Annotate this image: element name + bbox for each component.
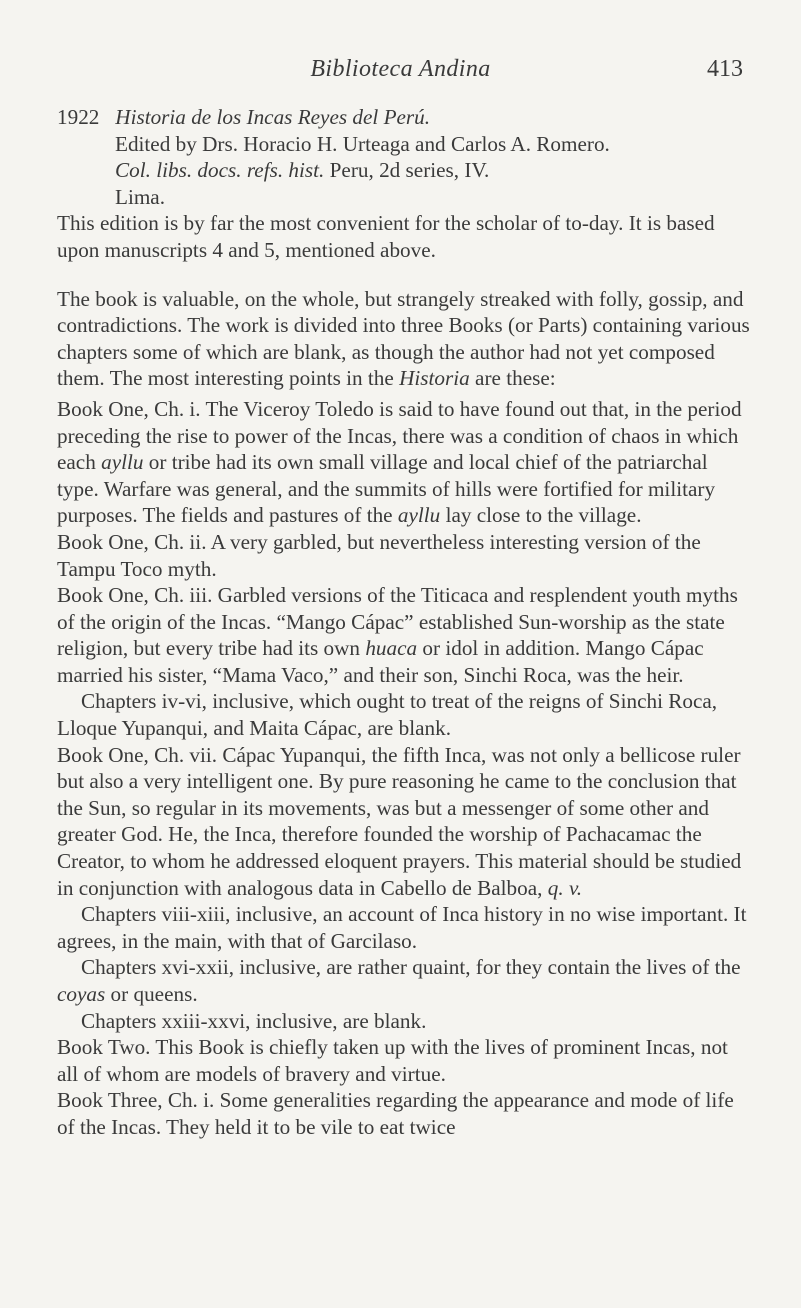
paragraph-book2: Book Two. This Book is chiefly taken up with the lives of prominent Incas, not all of whom are models of bravery and virtue. xyxy=(57,1035,728,1086)
italic-run: huaca xyxy=(365,636,418,661)
italic-run: ayllu xyxy=(101,450,144,475)
text-run: Book One, Ch. vii. Cápac Yupanqui, the fifth Inca, was not only a bellicose ruler but also a very intelligent one. By pure reasoning he came to the conclusion that the Sun, so regular in its movements, was but a messenger of some other and greater God. He, the Inca, therefore founded the worship of Pachacamac the Creator, to whom he addressed eloquent prayers. This material should be studied in conjunction with analogous data in Cabello de Balboa, xyxy=(57,742,742,900)
entry-title: Historia de los Incas Reyes del Perú. xyxy=(115,105,431,129)
text-run: The book is valuable, on the whole, but strangely streaked with folly, gossip, and contradictions. The work is divided into three Books (or Parts) containing various chapters some of which are blank, as though the author had not yet composed them. The most interesting points in the xyxy=(57,286,750,391)
paragraph-book1-ch1 xyxy=(57,396,751,529)
italic-run: q. v. xyxy=(547,875,583,900)
paragraph-chapters-xvi-xxii xyxy=(57,954,751,1007)
paragraph-gap xyxy=(57,264,751,286)
paragraph-chapters-viii-xiii: Chapters viii-xiii, inclusive, an account of Inca history in no wise important. It agrees, in the main, with that of Garcilaso. xyxy=(57,902,747,953)
running-title: Biblioteca Andina xyxy=(310,56,491,82)
text-run: Book One, Ch. i. The Viceroy Toledo is said to have found out that, in the period preceding the rise to power of the Incas, there was a condition of chaos in which each xyxy=(57,396,742,475)
bibliography-entry xyxy=(57,104,751,210)
text-run: or tribe had its own small village and local chief of the patriarchal type. Warfare was general, and the summits of hills were fortified for military purposes. The fields and pastures of the xyxy=(57,450,716,528)
running-header xyxy=(0,56,801,90)
entry-year: 1922 xyxy=(57,105,100,129)
text-run: are these: xyxy=(469,366,556,391)
entry-collection-abbrev: Col. libs. docs. refs. hist. xyxy=(115,158,325,183)
entry-collection xyxy=(57,157,751,184)
entry-title-line xyxy=(57,104,751,131)
text-run: Chapters xvi-xxii, inclusive, are rather quaint, for they contain the lives of the xyxy=(81,955,741,980)
paragraph-chapters-iv-vi: Chapters iv-vi, inclusive, which ought to treat of the reigns of Sinchi Roca, Lloque Yupanqui, and Maita Cápac, are blank. xyxy=(57,689,718,741)
paragraph-summary xyxy=(57,286,751,392)
paragraph-edition-note: This edition is by far the most convenient for the scholar of to-day. It is based upon manuscripts 4 and 5, mentioned above. xyxy=(57,211,715,262)
paragraph-book1-ch2: Book One, Ch. ii. A very garbled, but nevertheless interesting version of the Tampu Toco myth. xyxy=(57,529,701,581)
page-body xyxy=(57,104,751,1141)
text-run: Book One, Ch. iii. Garbled versions of the Titicaca and resplendent youth myths of the origin of the Incas. “Mango Cápac” established Sun-worship as the state religion, but every tribe had its own xyxy=(57,583,738,661)
paragraph-book3-ch1: Book Three, Ch. i. Some generalities regarding the appearance and mode of life of the Incas. They held it to be vile to eat twice xyxy=(57,1088,734,1139)
text-run: or idol in addition. Mango Cápac married his sister, “Mama Vaco,” and their son, Sinchi Roca, was the heir. xyxy=(57,636,704,687)
entry-place: Lima. xyxy=(115,184,166,209)
text-run: or queens. xyxy=(105,982,198,1006)
italic-run: coyas xyxy=(57,982,106,1006)
entry-editors: Edited by Drs. Horacio H. Urteaga and Carlos A. Romero. xyxy=(115,131,610,156)
entry-collection-series: Peru, 2d series, IV. xyxy=(324,158,490,183)
paragraph-chapters-xxiii-xxvi: Chapters xxiii-xxvi, inclusive, are blank. xyxy=(81,1008,427,1033)
paragraph-book1-ch3 xyxy=(57,582,751,688)
page-number: 413 xyxy=(707,56,743,82)
text-run: lay close to the village. xyxy=(440,503,642,528)
italic-run: Historia xyxy=(399,366,470,391)
paragraph-book1-ch7 xyxy=(57,742,751,902)
italic-run: ayllu xyxy=(397,503,441,528)
